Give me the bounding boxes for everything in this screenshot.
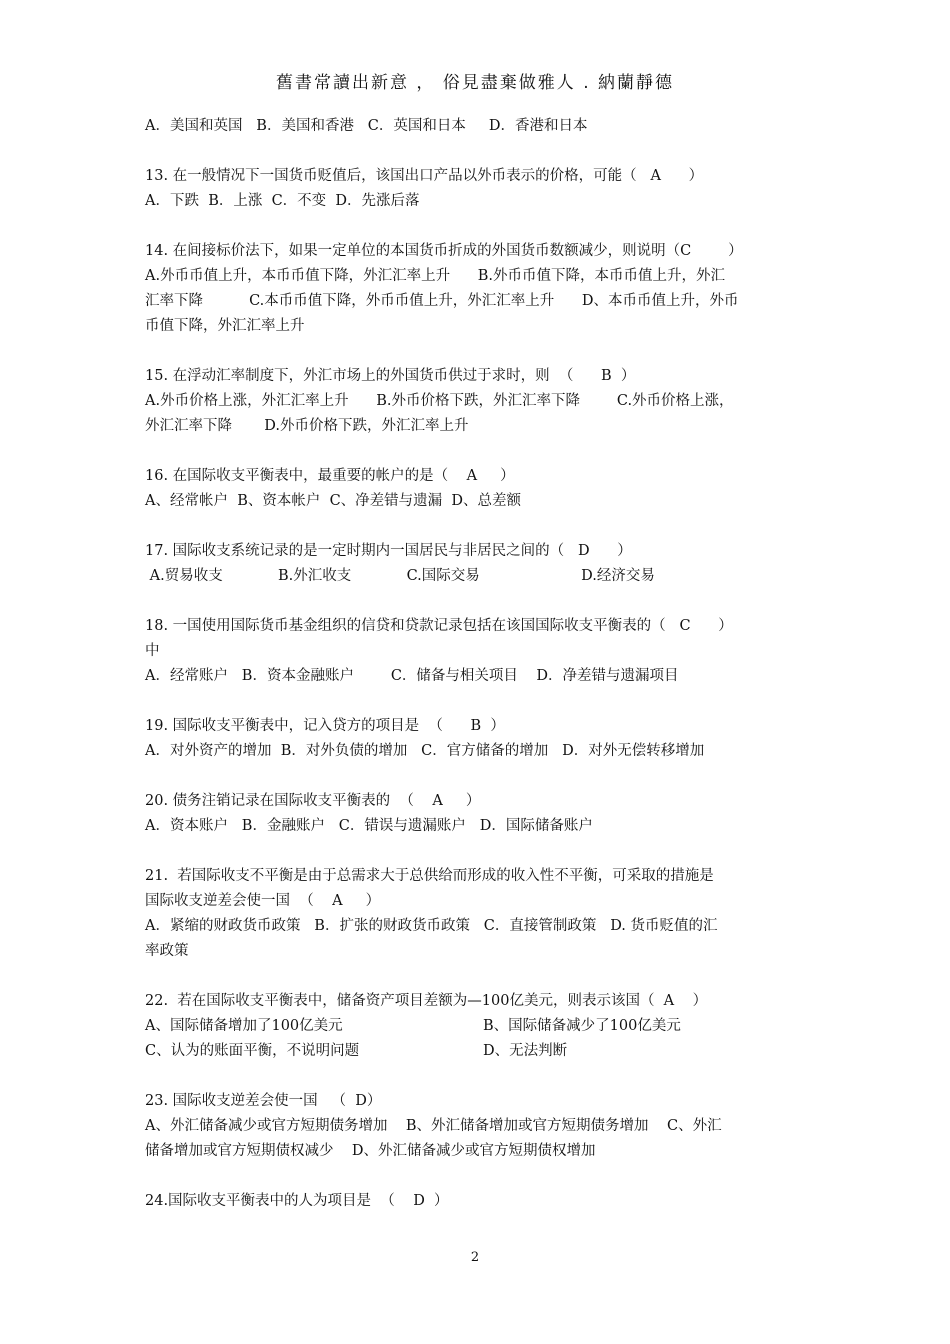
option-b: B、国际储备减少了100亿美元 bbox=[483, 1018, 681, 1034]
question-line: 15. 在浮动汇率制度下，外汇市场上的外国货币供过于求时，则 （ B ） bbox=[145, 368, 636, 384]
question-line: 17. 国际收支系统记录的是一定时期内一国居民与非居民之间的（ D ） bbox=[145, 543, 632, 559]
option-row bbox=[145, 1039, 810, 1064]
question-line: 24.国际收支平衡表中的人为项目是 （ D ） bbox=[145, 1193, 449, 1209]
option-line: A．资本账户 B．金融账户 C．错误与遗漏账户 D．国际储备账户 bbox=[145, 818, 593, 834]
question-line: 14. 在间接标价法下，如果一定单位的本国货币折成的外国货币数额减少，则说明（C ） bbox=[145, 243, 743, 259]
question-line: 国际收支逆差会使一国 （ A ） bbox=[145, 893, 381, 909]
question-line: 22. 若在国际收支平衡表中，储备资产项目差额为—100亿美元，则表示该国（ A ） bbox=[145, 993, 708, 1009]
option-line: 外汇汇率下降 D.外币价格下跌，外汇汇率上升 bbox=[145, 418, 469, 434]
option-line: A．对外资产的增加 B．对外负债的增加 C．官方储备的增加 D．对外无偿转移增加 bbox=[145, 743, 705, 759]
option-line: A.贸易收支 B.外汇收支 C.国际交易 D.经济交易 bbox=[145, 568, 655, 584]
option-c: C、认为的账面平衡，不说明问题 bbox=[145, 1043, 360, 1059]
document-body bbox=[145, 114, 810, 1214]
page-number: 2 bbox=[470, 1250, 480, 1265]
option-line: A．紧缩的财政货币政策 B．扩张的财政货币政策 C．直接管制政策 D. 货币贬值的汇 bbox=[145, 918, 718, 934]
option-line: A.外币币值上升，本币币值下降，外汇汇率上升 B.外币币值下降，本币币值上升，外汇 bbox=[145, 268, 725, 284]
option-row bbox=[145, 1014, 810, 1039]
option-line: A.外币价格上涨，外汇汇率上升 B.外币价格下跌，外汇汇率下降 C.外币价格上涨， bbox=[145, 393, 734, 409]
question-line: 23. 国际收支逆差会使一国 （ D） bbox=[145, 1093, 382, 1109]
question-line: A．美国和英国 B．美国和香港 C．英国和日本 D．香港和日本 bbox=[145, 118, 588, 134]
question-line: 中 bbox=[145, 643, 160, 659]
question-line: 21. 若国际收支不平衡是由于总需求大于总供给而形成的收入性不平衡，可采取的措施是 bbox=[145, 868, 714, 884]
option-line: A．下跌 B．上涨 C．不变 D．先涨后落 bbox=[145, 193, 420, 209]
option-line: 币值下降，外汇汇率上升 bbox=[145, 318, 305, 334]
option-line: A、经常帐户 B、资本帐户 C、净差错与遗漏 D、总差额 bbox=[145, 493, 521, 509]
question-line: 13. 在一般情况下一国货币贬值后，该国出口产品以外币表示的价格，可能（ A ） bbox=[145, 168, 704, 184]
option-line: A、外汇储备减少或官方短期债务增加 B、外汇储备增加或官方短期债务增加 C、外汇 bbox=[145, 1118, 722, 1134]
option-line: 汇率下降 C.本币币值下降，外币币值上升，外汇汇率上升 D、本币币值上升，外币 bbox=[145, 293, 739, 309]
question-line: 19. 国际收支平衡表中，记入贷方的项目是 （ B ） bbox=[145, 718, 505, 734]
option-d: D、无法判断 bbox=[483, 1043, 568, 1059]
question-line: 18. 一国使用国际货币基金组织的信贷和贷款记录包括在该国国际收支平衡表的（ C ） bbox=[145, 618, 733, 634]
option-line: 储备增加或官方短期债权减少 D、外汇储备减少或官方短期债权增加 bbox=[145, 1143, 596, 1159]
option-line: 率政策 bbox=[145, 943, 189, 959]
question-line: 20. 债务注销记录在国际收支平衡表的 （ A ） bbox=[145, 793, 481, 809]
question-line: 16. 在国际收支平衡表中，最重要的帐户的是（ A ） bbox=[145, 468, 515, 484]
option-a: A、国际储备增加了100亿美元 bbox=[145, 1018, 343, 1034]
option-line: A．经常账户 B．资本金融账户 C．储备与相关项目 D．净差错与遗漏项目 bbox=[145, 668, 679, 684]
page-header: 舊書常讀出新意 ， 俗見盡棄做雅人 . 納蘭靜德 bbox=[275, 73, 675, 93]
